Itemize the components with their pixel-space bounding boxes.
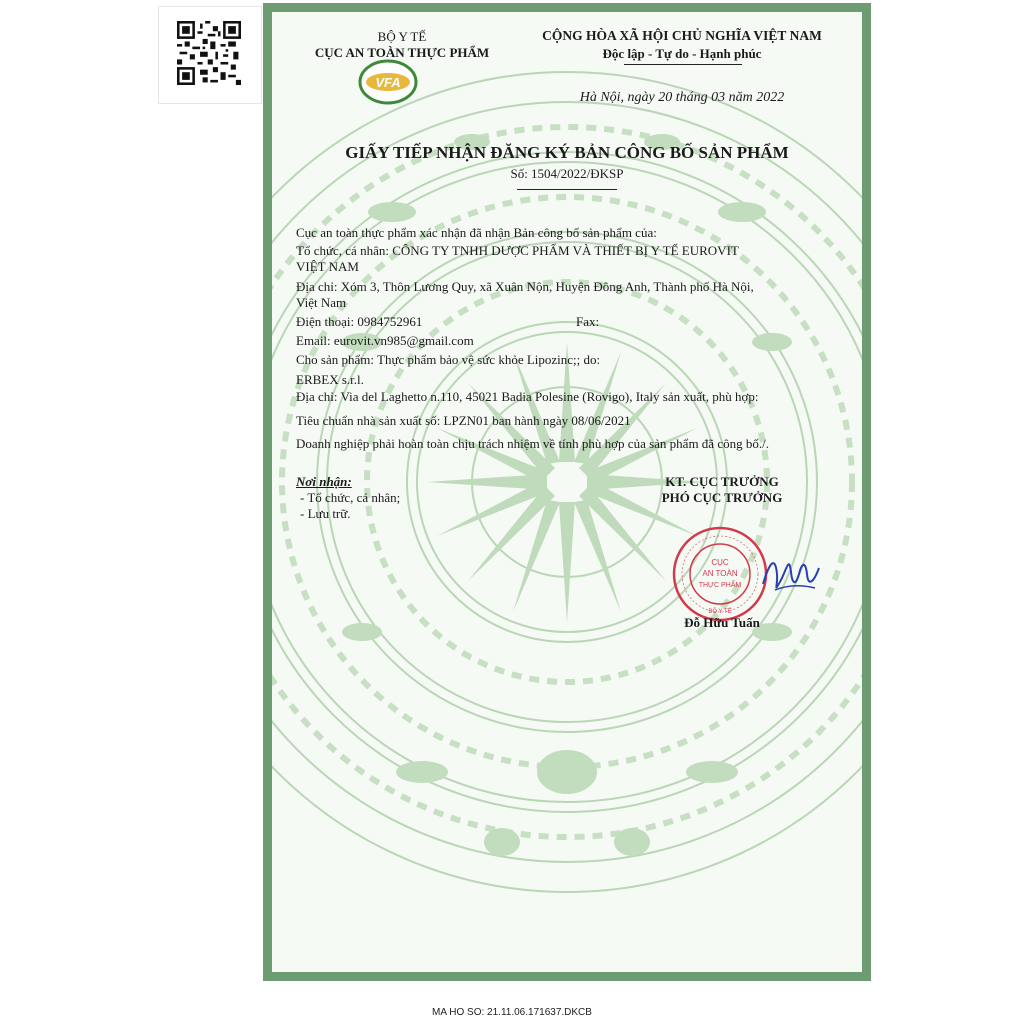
file-number-footer: MA HO SO: 21.11.06.171637.DKCB xyxy=(432,1007,592,1018)
intro-text: Cục an toàn thực phẩm xác nhận đã nhận Bản công bố sản phẩm của: xyxy=(296,225,657,240)
recipient-item: - Tổ chức, cá nhân; xyxy=(300,490,401,505)
number-underline xyxy=(517,189,617,190)
ministry-label: BỘ Y TẾ xyxy=(377,29,427,44)
seal-text: AN TOÀN xyxy=(702,569,738,578)
vfa-logo-text: VFA xyxy=(375,75,401,90)
motto-label: Độc lập - Tự do - Hạnh phúc xyxy=(602,46,762,61)
seal-text: THỰC PHẨM xyxy=(698,582,742,589)
recipient-item: - Lưu trữ. xyxy=(300,506,351,521)
signatory-title-2: PHÓ CỤC TRƯỞNG xyxy=(661,490,783,505)
email-text: Email: eurovit.vn985@gmail.com xyxy=(296,333,474,348)
organization-line-1: Tổ chức, cá nhân: CÔNG TY TNHH DƯỢC PHẨM VÀ THIẾT BỊ Y TẾ EUROVIT xyxy=(296,243,739,258)
standard-text: Tiêu chuẩn nhà sản xuất số: LPZN01 ban hành ngày 08/06/2021 xyxy=(296,413,631,428)
certificate-page xyxy=(272,12,862,972)
manufacturer-address: Địa chỉ: Via del Laghetto n.110, 45021 Badia Polesine (Rovigo), Italy sản xuất, phù hợp: xyxy=(296,389,759,404)
fax-text: Fax: xyxy=(576,314,600,329)
document-number: Số: 1504/2022/ĐKSP xyxy=(510,166,624,181)
vfa-logo xyxy=(357,58,419,106)
signatory-title-1: KT. CỤC TRƯỞNG xyxy=(665,474,779,489)
republic-label: CỘNG HÒA XÃ HỘI CHỦ NGHĨA VIỆT NAM xyxy=(542,28,822,43)
document-title: GIẤY TIẾP NHẬN ĐĂNG KÝ BẢN CÔNG BỐ SẢN PHẨM xyxy=(345,143,789,162)
handwritten-signature xyxy=(755,544,825,602)
phone-text: Điện thoại: 0984752961 xyxy=(296,314,423,329)
motto-underline xyxy=(624,64,742,65)
address-line-1: Địa chỉ: Xóm 3, Thôn Lương Quy, xã Xuân Nộn, Huyện Đông Anh, Thành phố Hà Nội, xyxy=(296,279,754,294)
place-date: Hà Nội, ngày 20 tháng 03 năm 2022 xyxy=(579,90,785,105)
recipients-heading: Nơi nhận: xyxy=(296,474,352,489)
signatory-name: Đỗ Hữu Tuấn xyxy=(684,615,760,630)
product-text: Cho sản phẩm: Thực phẩm bảo vệ sức khỏe Lipozinc;; do: xyxy=(296,352,601,367)
address-line-2: Việt Nam xyxy=(296,295,347,310)
agency-label: CỤC AN TOÀN THỰC PHẨM xyxy=(314,45,490,60)
qr-code-icon xyxy=(177,21,241,85)
responsibility-text: Doanh nghiệp phải hoàn toàn chịu trách nhiệm về tính phù hợp của sản phẩm đã công bố./. xyxy=(296,436,769,451)
seal-text: CỤC xyxy=(711,558,729,567)
seal-text: BỘ Y TẾ xyxy=(708,609,732,615)
qr-code-panel xyxy=(158,6,262,104)
organization-line-2: VIỆT NAM xyxy=(296,259,359,274)
manufacturer-text: ERBEX s.r.l. xyxy=(296,372,364,387)
certificate-frame xyxy=(263,3,871,981)
